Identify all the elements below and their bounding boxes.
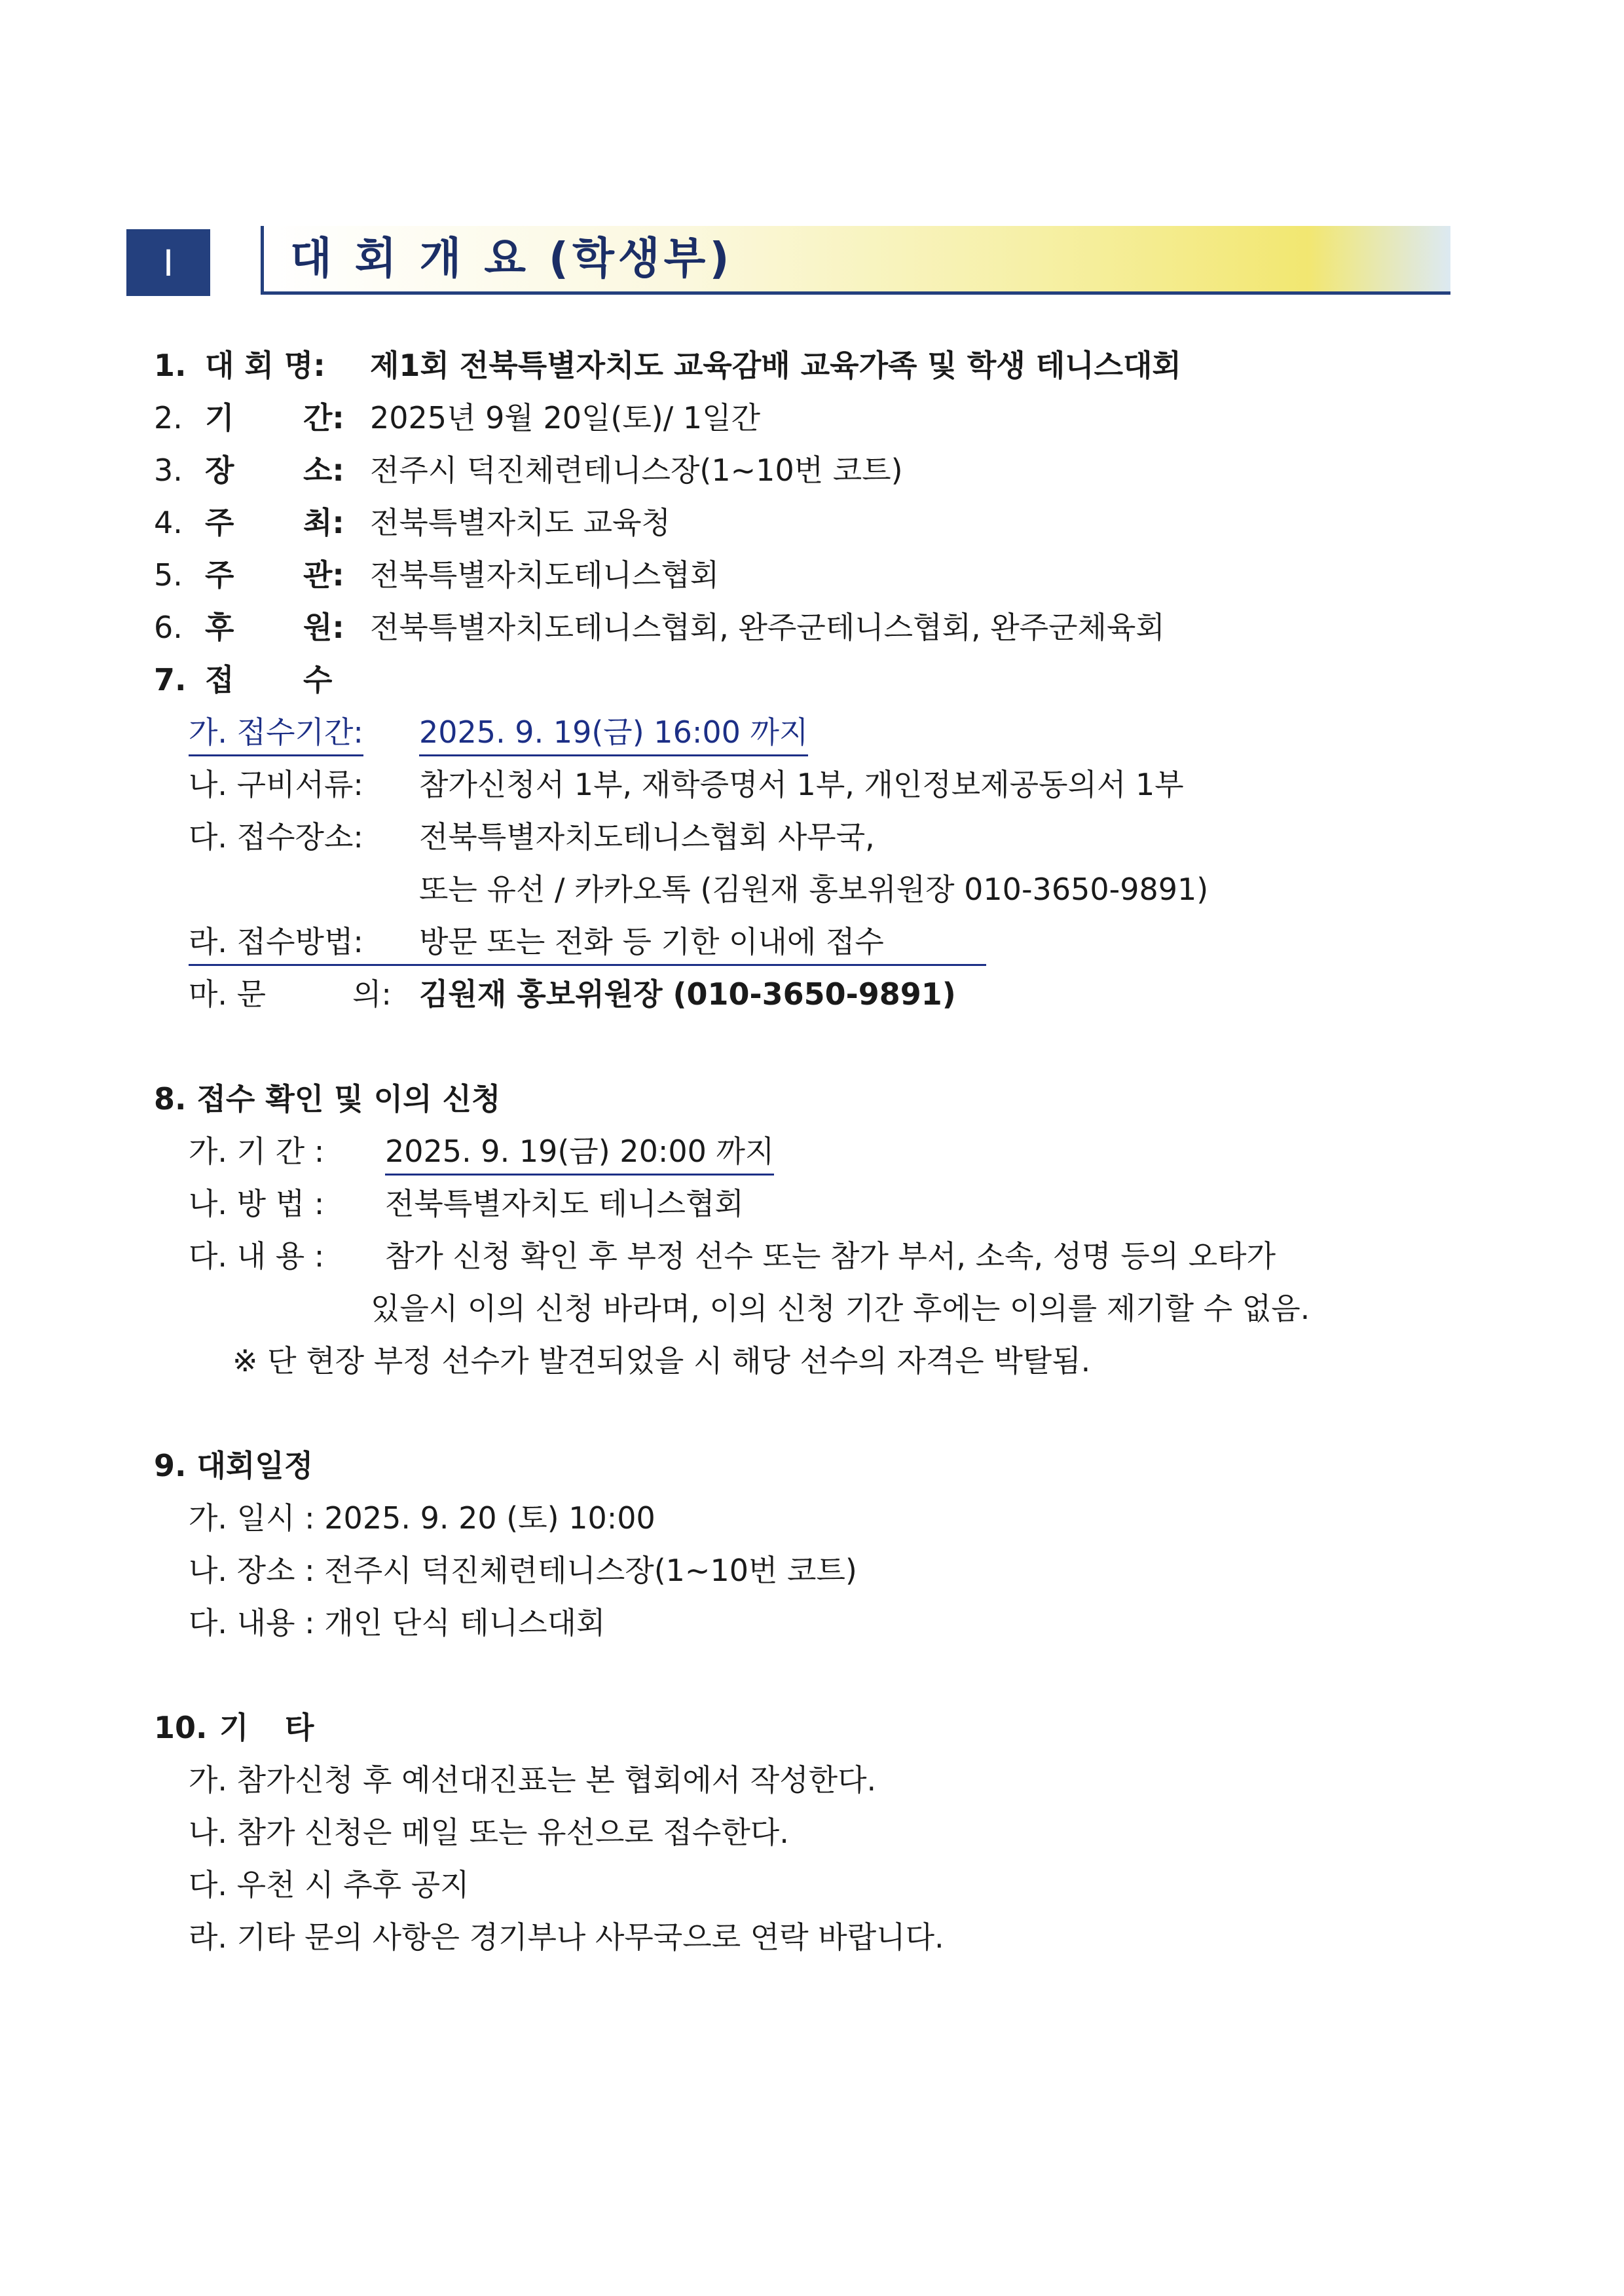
etc-item-c: 다. 우천 시 추후 공지 xyxy=(189,1867,470,1902)
page-title: 대 회 개 요 (학생부) xyxy=(290,233,733,284)
title-bar xyxy=(261,226,1450,295)
document-page: I 대 회 개 요 (학생부) 1. 대 회 명: 제1회 전북특별자치도 교육감배 교육가족 및 학생 테니스대회 2. 기 간: 2025년 9월 20일(토)/ 1일간 3. 장 소: 전주시 덕진체련테니스장(1~10번 코트) 4. 주 최: 전북특별자치도 교육청 5. 주 관: 전북특별자치도테니스협회 6. 후 원: 전북특별자치도테니스협회, 완주군테니스협회, 완주군체육회 7. 접 수 가. 접수기간: 2025. 9. 19(금) 16:00 까지 나. 구비서류: 참가신청서 1부, 재학증명서 1부, 개인정보제공동의서 1부 다. 접수장소: 전북특별자치도테니스협회 사무국, 또는 유선 / 카카오톡 (김원재 홍보위원장 010-3650-9891) 라. 접수방법: 방문 또는 전화 등 기한 이내에 접수 마. 문 의: 김원재 홍보위원장 (010-3650-9891) 8. 접수 확인 및 이의 신청 가. 기 간 : 2025. 9. 19(금) 20:00 까지 나. 방 법 : 전북특별자치도 테니스협회 다. 내 용 : 참가 신청 확인 후 부정 선수 또는 참가 부서, 소속, 성명 등의 오타가 있을시 이의 신청 바라며, 이의 신청 기간 후에는 이의를 제기할 수 없음. ※ 단 현장 부정 선수가 발견되었을 시 해당 선수의 자격은 박탈됨. 9. 대회일정 가. 일시 : 2025. 9. 20 (토) 10:00 나. 장소 : 전주시 덕진체련테니스장(1~10번 코트) 다. 내용 : 개인 단식 테니스대회 10. 기 타 가. 참가신청 후 예선대진표는 본 협회에서 작성한다. 나. 참가 신청은 메일 또는 유선으로 접수한다. 다. 우천 시 추후 공지 라. 기타 문의 사항은 경기부나 사무국으로 연락 바랍니다. xyxy=(0,0,1624,2296)
confirm-title: 8. 접수 확인 및 이의 신청 xyxy=(154,1081,501,1117)
schedule-place: 나. 장소 : 전주시 덕진체련테니스장(1~10번 코트) xyxy=(189,1553,857,1588)
etc-item-d: 라. 기타 문의 사항은 경기부나 사무국으로 연락 바랍니다. xyxy=(189,1919,944,1955)
etc-item-b: 나. 참가 신청은 메일 또는 유선으로 접수한다. xyxy=(189,1815,789,1850)
section-number: I xyxy=(162,241,174,284)
schedule-title: 9. 대회일정 xyxy=(154,1448,314,1483)
confirm-note: ※ 단 현장 부정 선수가 발견되었을 시 해당 선수의 자격은 박탈됨. xyxy=(232,1343,1091,1379)
schedule-content: 다. 내용 : 개인 단식 테니스대회 xyxy=(189,1605,606,1640)
schedule-datetime: 가. 일시 : 2025. 9. 20 (토) 10:00 xyxy=(189,1500,655,1536)
section-number-box xyxy=(126,229,210,296)
etc-item-a: 가. 참가신청 후 예선대진표는 본 협회에서 작성한다. xyxy=(189,1762,877,1798)
reception-method-underline: 라. 접수방법: xyxy=(189,922,986,966)
